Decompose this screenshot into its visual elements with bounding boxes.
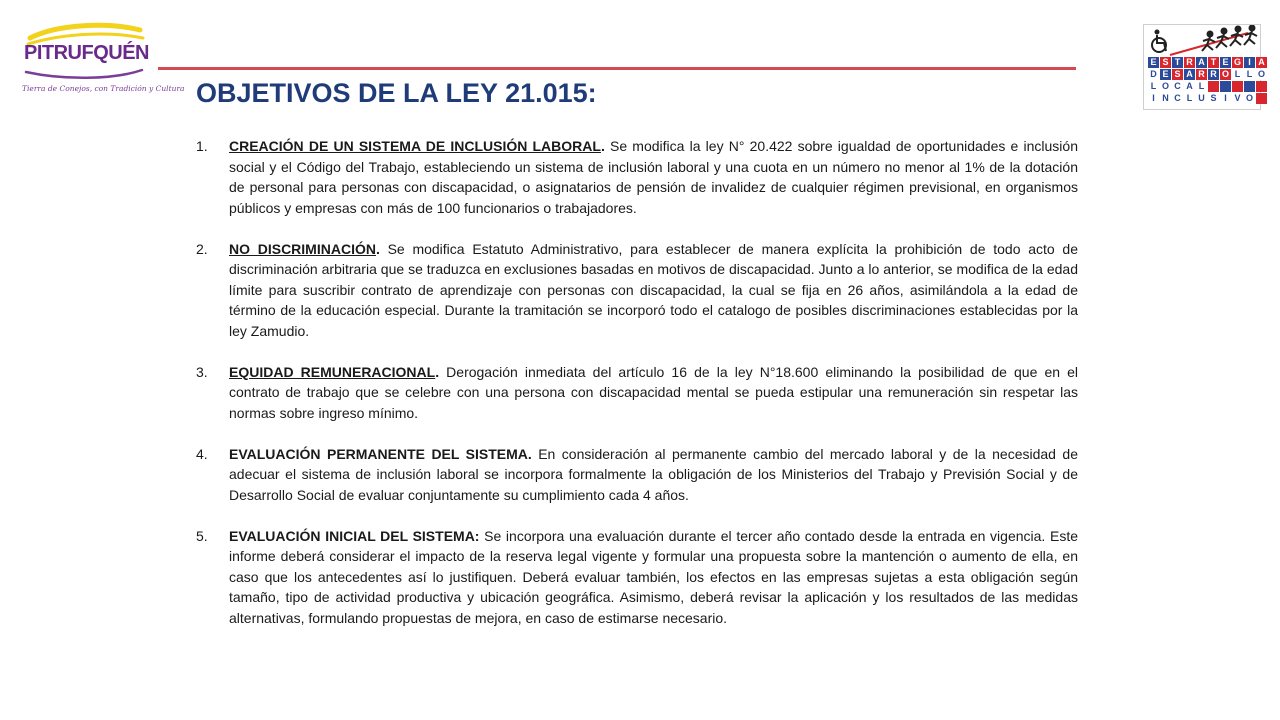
logo-letter-cell: T [1172,57,1183,68]
objective-number: 3. [196,363,208,380]
logo-letter-cell [1220,81,1231,92]
logo-letter-cell [1256,93,1267,104]
logo-tagline: Tierra de Conejos, con Tradición y Cultura [22,84,185,93]
logo-letter-cell: N [1160,93,1171,104]
objective-number: 2. [196,240,208,257]
logo-letter-cell: L [1196,81,1207,92]
objective-heading: CREACIÓN DE UN SISTEMA DE INCLUSIÓN LABORAL [229,138,601,154]
logo-letter-cell: O [1245,93,1253,103]
logo-letter-cell: A [1196,57,1207,68]
figures-icon [1144,25,1260,59]
logo-letter-cell: R [1184,57,1195,68]
logo-letter-cell: R [1196,69,1207,80]
objective-item [196,136,1078,218]
logo-letter-cell: A [1256,57,1267,68]
objective-number: 5. [196,527,208,544]
logo-letter-cell: U [1196,93,1207,104]
logo-letter-cell: L [1184,93,1195,104]
logo-letter-cell: E [1160,69,1171,80]
logo-letter-cell: O [1161,81,1169,91]
logo-letter-cell: I [1148,93,1159,104]
logo-letter-cell: A [1184,81,1195,92]
objective-heading: EVALUACIÓN PERMANENTE DEL SISTEMA. [229,445,532,462]
logo-letter-cell: L [1244,69,1255,80]
objective-item [196,444,1078,506]
objective-text: Derogación inmediata del artículo 16 de la ley N°18.600 eliminando la posibilidad de que en el contrato de trabajo que se celebre con una persona con discapacidad mental se pueda estipular una remuneración sin respetar las normas sobre ingreso mínimo. [229,363,1079,421]
logo-letter-cell: S [1172,69,1183,80]
logo-letter-cell: V [1232,93,1243,104]
logo-letter-cell [1208,81,1219,92]
logo-letter-cell [1256,81,1267,92]
objective-number: 4. [196,445,208,462]
logo-letter-cell: L [1232,69,1243,80]
objective-item [196,362,1078,424]
logo-letter-cell: E [1220,57,1231,68]
estrategia-desarrollo-local-inclusivo-logo [1143,24,1265,110]
objective-heading: NO DISCRIMINACIÓN [229,240,376,257]
logo-letter-cell: I [1220,93,1231,104]
logo-letter-cell: D [1148,69,1159,80]
logo-brand-text: PITRUFQUÉN [24,42,149,64]
pitrufquen-logo [18,20,185,104]
logo-letter-cell: T [1208,57,1219,68]
objective-heading-separator: . [435,363,440,380]
logo-letter-cell: S [1160,57,1171,68]
objective-item [196,526,1078,629]
objective-heading-separator: . [600,138,605,154]
objective-text: En consideración al permanente cambio del mercado laboral y de la necesidad de adecuar el sistema de inclusión laboral se incorpora formalmente la obligación de los Ministerios del Trabajo y Previsión Social y de Desarrollo Social de evaluar conjuntamente su cumplimiento cada 4 años. [229,445,1078,503]
logo-letter-grid [1148,57,1268,105]
logo-letter-cell: R [1208,69,1219,80]
objective-heading: EVALUACIÓN INICIAL DEL SISTEMA: [229,527,480,544]
logo-letter-cell: C [1172,93,1183,104]
logo-letter-cell: S [1208,93,1219,104]
logo-letter-cell: C [1172,81,1183,92]
objectives-list [196,136,1078,649]
logo-letter-cell: O [1221,69,1229,79]
logo-letter-cell: A [1184,69,1195,80]
logo-letter-cell: O [1257,69,1265,79]
logo-letter-cell: L [1148,81,1159,92]
logo-letter-cell: E [1148,57,1159,68]
objective-text: Se modifica la ley N° 20.422 sobre igualdad de oportunidades e inclusión social y el Código del Trabajo, estableciendo un sistema de inclusión laboral y una cuota en un número no menor al 1% de la dotación de personal para personas con discapacidad, o asignatarios de pensión de invalidez de cualquier régimen previsional, en organismos públicos y empresas con más de 100 funcionarios o trabajadores. [229,138,1078,216]
logo-letter-cell: G [1233,57,1241,67]
objective-heading: EQUIDAD REMUNERACIONAL [229,363,436,380]
objective-item [196,239,1078,342]
title-divider [158,67,1076,70]
objective-text: Se modifica Estatuto Administrativo, para establecer de manera explícita la prohibición de todo acto de discriminación arbitraria que se traduzca en exclusiones basadas en motivos de discapacidad. Junto a lo anterior, se modifica de la edad límite para suscribir contrato de aprendizaje con personas con discapacidad, la cual se fija en 26 años, asimilándola a la edad de término de la educación especial. Durante la tramitación se incorporó todo el catalogo de posibles discriminaciones establecidas por la ley Zamudio. [229,240,1078,339]
logo-letter-cell [1244,81,1255,92]
objective-heading-separator: . [375,240,380,257]
page-title: OBJETIVOS DE LA LEY 21.015: [196,78,597,108]
logo-letter-cell [1232,81,1243,92]
objective-number: 1. [196,138,208,154]
logo-letter-cell: I [1244,57,1255,68]
objective-text: Se incorpora una evaluación durante el tercer año contado desde la entrada en vigencia. Este informe deberá considerar el impacto de la reserva legal vigente y formular una propuesta sobre la mantención o aumento de ella, en caso que los antecedentes así lo justifiquen. Deberá evaluar también, los efectos en las empresas sujetas a esta obligación según tamaño, tipo de actividad productiva y ubicación geográfica. Asimismo, deberá revisar la aplicación y los resultados de las medidas alternativas, formulando propuestas de mejora, en caso de estimarse necesario. [229,527,1078,626]
